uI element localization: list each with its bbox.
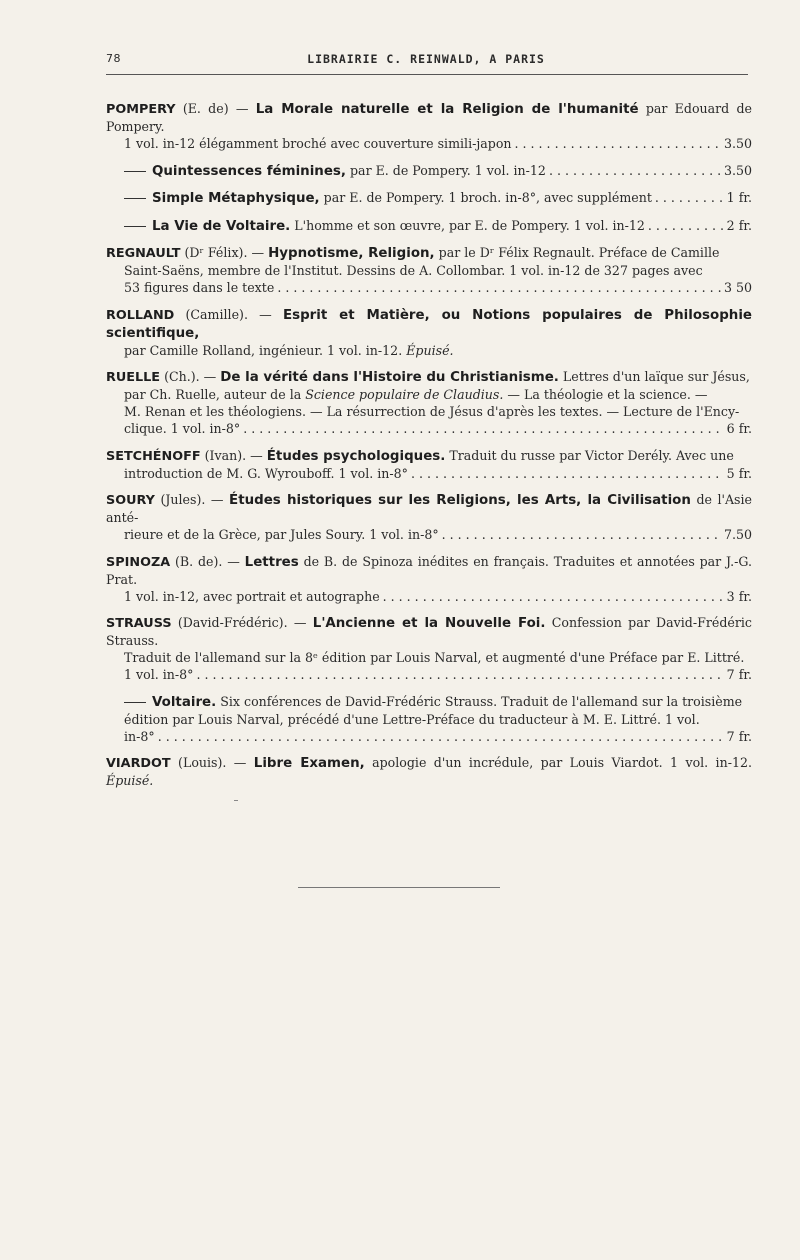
- ditto-dash: [124, 198, 146, 199]
- status-out-of-print: Épuisé.: [106, 773, 154, 788]
- entry-spinoza: SPINOZA (B. de). — Lettres de B. de Spinoza inédites en français. Traduites et annotées par J.-G. Prat. 1 vol. in-12, avec portrait et autographe . . . 3 fr.: [106, 553, 752, 605]
- author-name: SOURY: [106, 493, 155, 508]
- price: 3 fr.: [726, 588, 752, 604]
- book-title: Voltaire.: [152, 694, 217, 710]
- entry-pompery-4: La Vie de Voltaire. L'homme et son œuvre, par E. de Pompery. 1 vol. in-12 . . . 2 fr.: [106, 217, 752, 235]
- price: 6 fr.: [726, 421, 752, 436]
- author-name: RUELLE: [106, 370, 161, 385]
- entry-pompery: POMPERY (E. de) — La Morale naturelle et la Religion de l'humanité par Edouard de Pompery. 1 vol. in-12 élégamment broché avec couverture simili-japon . . . 3.50: [106, 100, 752, 152]
- price: 3 50: [723, 280, 752, 295]
- price: 7 fr.: [726, 728, 752, 744]
- price: 1 fr.: [726, 190, 752, 205]
- catalog-entries: [106, 100, 752, 799]
- author-name: VIARDOT: [106, 756, 171, 771]
- price: 7 fr.: [726, 667, 752, 682]
- header-rule: [106, 74, 748, 75]
- stray-mark: [234, 800, 238, 801]
- author-name: ROLLAND: [106, 307, 175, 323]
- entry-pompery-3: Simple Métaphysique, par E. de Pompery. 1 broch. in-8°, avec supplément . . . 1 fr.: [106, 189, 752, 207]
- price: 7.50: [723, 527, 752, 542]
- book-title: De la vérité dans l'Histoire du Christianisme.: [220, 370, 559, 385]
- book-title: Lettres: [244, 554, 299, 570]
- book-title: Quintessences féminines,: [152, 163, 346, 179]
- entry-soury: SOURY (Jules). — Études historiques sur les Religions, les Arts, la Civilisation de l'Asie anté- rieure et de la Grèce, par Jules Soury. 1 vol. in-8° . . . 7.50: [106, 491, 752, 543]
- running-title: LIBRAIRIE C. REINWALD, A PARIS: [307, 52, 545, 66]
- status-out-of-print: Épuisé.: [406, 342, 454, 358]
- author-name: REGNAULT: [106, 246, 181, 261]
- author-name: POMPERY: [106, 102, 176, 117]
- ditto-dash: [124, 226, 146, 227]
- entry-strauss-2: Voltaire. Six conférences de David-Frédéric Strauss. Traduit de l'allemand sur la troisième édition par Louis Narval, précédé d'une Lettre-Préface du traducteur à M. E. Littré. 1 vol. in-8° . . . 7 fr.: [106, 693, 752, 745]
- book-title: Études psychologiques.: [266, 448, 446, 464]
- entry-strauss: STRAUSS (David-Frédéric). — L'Ancienne et la Nouvelle Foi. Confession par David-Frédéric Strauss. Traduit de l'allemand sur la 8ᵉ édition par Louis Narval, et augmenté d'une Préface par E. Littré. 1 vol. in-8° . . . 7 fr.: [106, 614, 752, 683]
- book-title: Esprit et Matière, ou Notions populaires de Philosophie scientifique,: [106, 307, 752, 341]
- book-title: La Morale naturelle et la Religion de l'humanité: [255, 102, 639, 117]
- end-rule: [298, 887, 500, 888]
- book-title: Études historiques sur les Religions, les Arts, la Civilisation: [229, 493, 691, 508]
- author-name: SPINOZA: [106, 554, 171, 570]
- book-title: L'Ancienne et la Nouvelle Foi.: [312, 616, 546, 631]
- price: 3.50: [723, 162, 752, 178]
- entry-regnault: REGNAULT (Dʳ Félix). — Hypnotisme, Religion, par le Dʳ Félix Regnault. Préface de Camille Saint-Saëns, membre de l'Institut. Dessins de A. Collombar. 1 vol. in-12 de 327 pages avec 53 figures dans le texte . . . 3 50: [106, 244, 752, 296]
- entry-rolland: ROLLAND (Camille). — Esprit et Matière, ou Notions populaires de Philosophie scientifique, par Camille Rolland, ingénieur. 1 vol. in-12. Épuisé.: [106, 306, 752, 358]
- author-name: STRAUSS: [106, 616, 172, 631]
- ditto-dash: [124, 702, 146, 703]
- book-title: La Vie de Voltaire.: [152, 218, 291, 234]
- book-title: Libre Examen,: [253, 756, 365, 771]
- ditto-dash: [124, 171, 146, 172]
- book-title: Simple Métaphysique,: [152, 191, 320, 206]
- price: 3.50: [723, 136, 752, 151]
- entry-setchenoff: SETCHÉNOFF (Ivan). — Études psychologiques. Traduit du russe par Victor Derély. Avec une introduction de M. G. Wyrouboff. 1 vol. in-8° . . . 5 fr.: [106, 447, 752, 482]
- author-name: SETCHÉNOFF: [106, 448, 201, 464]
- price: 5 fr.: [726, 465, 752, 481]
- book-title: Hypnotisme, Religion,: [268, 246, 435, 261]
- entry-viardot: VIARDOT (Louis). — Libre Examen, apologie d'un incrédule, par Louis Viardot. 1 vol. in-12. Épuisé.: [106, 755, 752, 788]
- entry-ruelle: RUELLE (Ch.). — De la vérité dans l'Histoire du Christianisme. Lettres d'un laïque sur Jésus, par Ch. Ruelle, auteur de la Science populaire de Claudius. — La théologie et la science. — M. Renan et les théologiens. — La résurrection de Jésus d'après les textes. — Lecture de l'Ency- clique. 1 vol. in-8° . . . 6 fr.: [106, 368, 752, 437]
- entry-pompery-2: Quintessences féminines, par E. de Pompery. 1 vol. in-12 . . . 3.50: [106, 162, 752, 180]
- page-number: 78: [106, 52, 121, 65]
- price: 2 fr.: [726, 217, 752, 233]
